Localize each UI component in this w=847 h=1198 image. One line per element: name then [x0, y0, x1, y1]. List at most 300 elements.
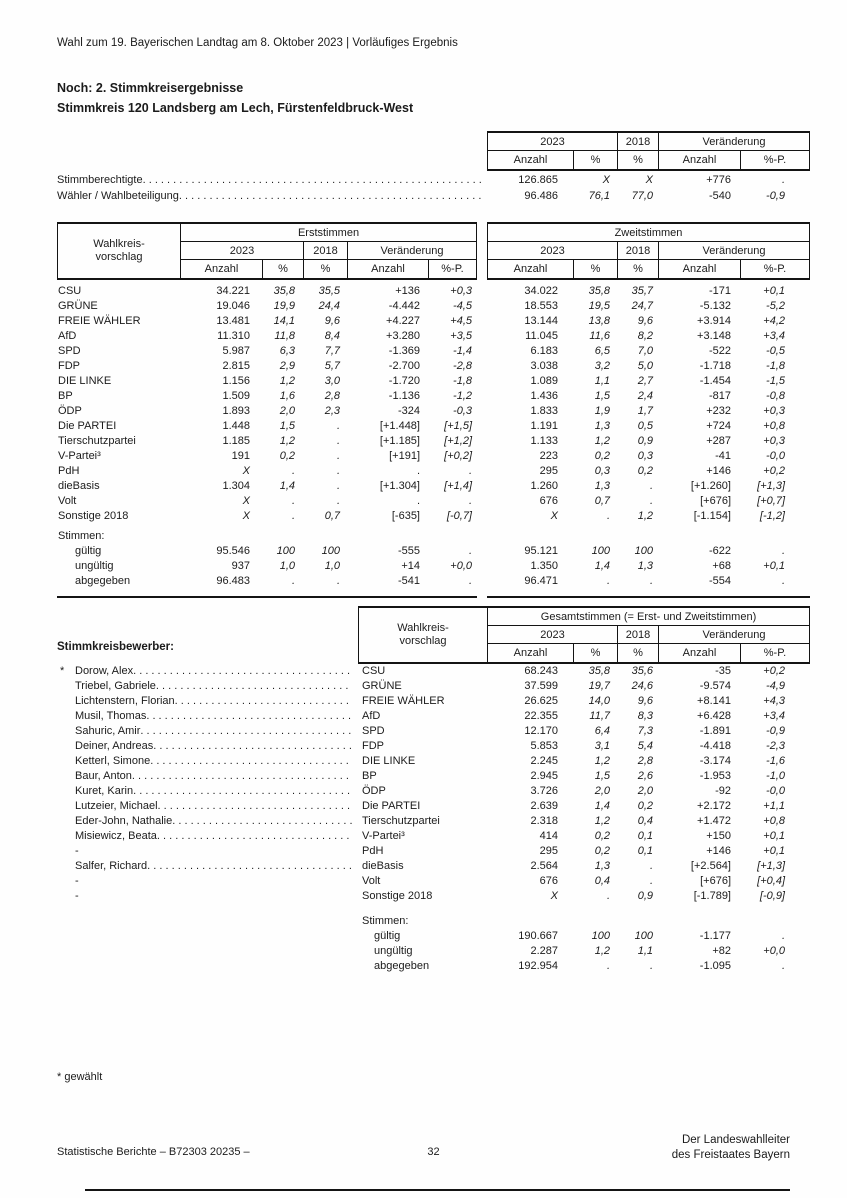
veraenderung-anzahl-cell: [+191] [389, 450, 420, 462]
summary-label [57, 172, 487, 188]
erststimmen-units-row [181, 260, 476, 278]
party-row [57, 419, 810, 434]
pct-2018-cell: 35,6 [631, 665, 653, 677]
veraenderung-pp-cell: -1,8 [453, 375, 472, 387]
elected-marker [57, 679, 75, 694]
col-pct: % [574, 644, 618, 662]
anzahl-2023-cell: X [242, 465, 250, 477]
party-row [57, 374, 810, 389]
stimmen-row [57, 944, 810, 959]
party-label: PdH [58, 465, 80, 477]
dot-leader [140, 724, 352, 739]
anzahl-2023-cell: 676 [539, 495, 558, 507]
anzahl-2023-cell: 96.486 [524, 190, 558, 202]
party-label: ÖDP [58, 405, 82, 417]
pct-2018-cell: 2,6 [637, 770, 653, 782]
col-pp: %-P. [763, 154, 787, 166]
elected-marker [57, 694, 75, 709]
veraenderung-pp-cell: +3,5 [450, 330, 472, 342]
anzahl-2023-cell: 937 [231, 560, 250, 572]
party-label: dieBasis [58, 480, 100, 492]
col-anzahl: Anzahl [488, 260, 574, 278]
veraenderung-pp-cell: -1,4 [453, 345, 472, 357]
party-row [57, 509, 810, 524]
veraenderung-anzahl-cell: -1.891 [699, 725, 731, 737]
pct-2023-cell: 0,2 [594, 845, 610, 857]
pct-2023-cell: 0,2 [594, 450, 610, 462]
pct-2018-cell: . [336, 480, 340, 492]
anzahl-2023-cell: 13.481 [216, 315, 250, 327]
anzahl-2023-cell: 1.509 [222, 390, 250, 402]
gesamtstimmen-years-row [488, 626, 809, 644]
summary-row [57, 172, 810, 188]
veraenderung-pp-cell: -1,2 [453, 390, 472, 402]
pct-2023-cell: 3,1 [594, 740, 610, 752]
anzahl-2023-cell: 2.945 [530, 770, 558, 782]
candidate-name [75, 814, 358, 829]
summary-row [57, 188, 810, 204]
veraenderung-pp-cell: -0,3 [453, 405, 472, 417]
pct-2018-cell: . [649, 875, 653, 887]
pct-2023-cell: 1,2 [594, 435, 610, 447]
candidate-row [57, 769, 810, 784]
candidate-row [57, 709, 810, 724]
anzahl-2023-cell: 126.865 [518, 174, 558, 186]
pct-2018-cell: 0,7 [324, 510, 340, 522]
column-gap [477, 404, 487, 419]
pct-2018-cell: 8,4 [324, 330, 340, 342]
veraenderung-anzahl-cell: +232 [706, 405, 731, 417]
party-row [57, 359, 810, 374]
veraenderung-anzahl-cell: +8.141 [697, 695, 731, 707]
candidate-name [75, 694, 358, 709]
pct-2018-cell: 7,0 [637, 345, 653, 357]
pct-2018-cell: 0,2 [637, 465, 653, 477]
veraenderung-anzahl-cell: -324 [397, 405, 420, 417]
col-veraenderung: Veränderung [702, 244, 766, 257]
veraenderung-pp-cell: [+0,4] [757, 875, 785, 887]
pct-2023-cell: 1,3 [594, 480, 610, 492]
anzahl-2023-cell: X [242, 510, 250, 522]
party-label: V-Partei³ [58, 450, 101, 462]
veraenderung-pp-cell: . [781, 545, 785, 557]
candidate-row [57, 859, 810, 874]
pct-2018-cell: . [336, 420, 340, 432]
stimmen-kind-label: gültig [75, 545, 102, 557]
party-label: Sonstige 2018 [362, 890, 433, 902]
pct-2018-cell: 9,6 [637, 315, 653, 327]
dot-leader [133, 784, 352, 799]
candidate-row [57, 829, 810, 844]
pct-2018-cell: 5,7 [324, 360, 340, 372]
dot-leader [153, 739, 352, 754]
anzahl-2023-cell: 1.350 [530, 560, 558, 572]
col-anzahl: Anzahl [659, 644, 741, 662]
pct-2018-cell: 0,3 [637, 450, 653, 462]
stimmen-kind-label: abgegeben [75, 575, 131, 587]
gesamtstimmen-title-row [488, 608, 809, 626]
col-anzahl: Anzahl [659, 151, 741, 169]
party-row [57, 344, 810, 359]
column-gap [477, 314, 487, 329]
pct-2023-cell: 1,9 [594, 405, 610, 417]
dot-leader [147, 859, 352, 874]
pct-2018-cell: 77,0 [631, 190, 653, 202]
elected-marker [57, 724, 75, 739]
pct-2023-cell: . [291, 510, 295, 522]
column-gap [477, 359, 487, 374]
elected-marker: * [60, 665, 65, 677]
candidate-name-text: Lutzeier, Michael [75, 800, 158, 812]
pct-2023-cell: 14,1 [273, 315, 295, 327]
column-gap [477, 389, 487, 404]
party-label: SPD [58, 345, 81, 357]
column-gap [477, 449, 487, 464]
veraenderung-anzahl-cell: -9.574 [699, 680, 731, 692]
page-title: Noch: 2. Stimmkreisergebnisse [57, 81, 244, 95]
col-pct: % [618, 260, 659, 278]
zweitstimmen-units-row [488, 260, 809, 278]
candidate-row [57, 754, 810, 769]
veraenderung-anzahl-cell: -817 [708, 390, 731, 402]
pct-2018-cell: 1,3 [637, 560, 653, 572]
veraenderung-anzahl-cell: [-1.154] [693, 510, 731, 522]
col-anzahl: Anzahl [488, 151, 574, 169]
anzahl-2023-cell: 295 [539, 845, 558, 857]
veraenderung-pp-cell: . [468, 545, 472, 557]
veraenderung-anzahl-cell: -622 [708, 545, 731, 557]
party-label: FDP [58, 360, 80, 372]
anzahl-2023-cell: 1.260 [530, 480, 558, 492]
pct-2018-cell: . [649, 495, 653, 507]
candidate-name [75, 679, 358, 694]
veraenderung-pp-cell: [+1,3] [757, 860, 785, 872]
candidate-row [57, 739, 810, 754]
wahlkreisvorschlag-line1: Wahlkreis- [397, 622, 449, 634]
candidate-name [75, 769, 358, 784]
candidate-name-text: - [75, 845, 79, 857]
pct-2018-cell: 3,0 [324, 375, 340, 387]
veraenderung-anzahl-cell: +150 [706, 830, 731, 842]
summary-header-row-years [488, 133, 809, 151]
party-row [57, 314, 810, 329]
pct-2018-cell: 2,0 [637, 785, 653, 797]
running-header: Wahl zum 19. Bayerischen Landtag am 8. Oktober 2023 | Vorläufiges Ergebnis [57, 37, 458, 49]
party-label: V-Partei³ [362, 830, 405, 842]
pct-2023-cell: 1,5 [594, 390, 610, 402]
footer-issuer [672, 1133, 790, 1163]
summary-label [57, 188, 487, 204]
pct-2018-cell: 100 [321, 545, 340, 557]
pct-2023-cell: 1,0 [279, 560, 295, 572]
candidate-name [75, 874, 358, 889]
anzahl-2023-cell: 1.833 [530, 405, 558, 417]
party-label: FDP [362, 740, 384, 752]
pct-2023-cell: . [291, 575, 295, 587]
pct-2018-cell: 0,1 [637, 830, 653, 842]
party-label: dieBasis [362, 860, 404, 872]
candidate-name-text: Misiewicz, Beata [75, 830, 157, 842]
pct-2018-cell: 1,2 [637, 510, 653, 522]
veraenderung-pp-cell: -0,5 [766, 345, 785, 357]
wahlkreisvorschlag-line1: Wahlkreis- [93, 238, 145, 250]
candidate-name [75, 829, 358, 844]
pct-2018-cell: . [336, 575, 340, 587]
veraenderung-pp-cell: +0,1 [763, 285, 785, 297]
erststimmen-title-row [181, 224, 476, 242]
party-label: Tierschutzpartei [362, 815, 440, 827]
veraenderung-anzahl-cell: +1.472 [697, 815, 731, 827]
veraenderung-anzahl-cell: -1.720 [388, 375, 420, 387]
col-anzahl: Anzahl [488, 644, 574, 662]
pct-2018-cell: X [645, 174, 653, 186]
veraenderung-pp-cell: +0,8 [763, 420, 785, 432]
veraenderung-pp-cell: -4,5 [453, 300, 472, 312]
wahlkreisvorschlag-line2: vorschlag [399, 635, 447, 647]
col-2018: 2018 [618, 626, 659, 643]
dot-leader [143, 172, 481, 188]
anzahl-2023-cell: 68.243 [524, 665, 558, 677]
pct-2023-cell: 1,1 [594, 375, 610, 387]
veraenderung-pp-cell: +0,2 [763, 465, 785, 477]
column-gap [477, 374, 487, 389]
veraenderung-anzahl-cell: +724 [706, 420, 731, 432]
col-pct: % [263, 260, 304, 278]
anzahl-2023-cell: 13.144 [524, 315, 558, 327]
party-label: PdH [362, 845, 384, 857]
pct-2018-cell: . [336, 450, 340, 462]
candidate-row [57, 694, 810, 709]
pct-2018-cell: . [336, 495, 340, 507]
pct-2023-cell: 2,9 [279, 360, 295, 372]
col-anzahl: Anzahl [659, 260, 741, 278]
candidate-name [75, 664, 358, 679]
pct-2018-cell: 2,7 [637, 375, 653, 387]
party-label: Volt [362, 875, 381, 887]
pct-2018-cell: 9,6 [324, 315, 340, 327]
stimmen-label-row [57, 529, 810, 544]
anzahl-2023-cell: 37.599 [524, 680, 558, 692]
pct-2023-cell: 1,3 [594, 860, 610, 872]
anzahl-2023-cell: 2.245 [530, 755, 558, 767]
veraenderung-pp-cell: . [468, 495, 472, 507]
page-number: 32 [427, 1146, 440, 1158]
candidate-row [57, 889, 810, 904]
pct-2023-cell: 13,8 [588, 315, 610, 327]
elected-marker [57, 889, 75, 904]
party-row [57, 464, 810, 479]
veraenderung-pp-cell: -1,8 [766, 360, 785, 372]
anzahl-2023-cell: 18.553 [524, 300, 558, 312]
spacer-cell [57, 914, 358, 929]
anzahl-2023-cell: 12.170 [524, 725, 558, 737]
party-label: Tierschutzpartei [58, 435, 136, 447]
column-gap [477, 434, 487, 449]
party-row [57, 449, 810, 464]
pct-2018-cell: 8,3 [637, 710, 653, 722]
candidate-name-text: Deiner, Andreas [75, 740, 154, 752]
anzahl-2023-cell: 223 [539, 450, 558, 462]
pct-2023-cell: 100 [591, 545, 610, 557]
veraenderung-anzahl-cell: -171 [708, 285, 731, 297]
pct-2023-cell: 76,1 [588, 190, 610, 202]
veraenderung-anzahl-cell: +4.227 [386, 315, 420, 327]
veraenderung-anzahl-cell: +3.914 [697, 315, 731, 327]
pct-2023-cell: 35,8 [588, 285, 610, 297]
pct-2018-cell: . [649, 960, 653, 972]
anzahl-2023-cell: 95.121 [524, 545, 558, 557]
page-bottom-rule [85, 1189, 790, 1191]
veraenderung-anzahl-cell: . [416, 495, 420, 507]
pct-2023-cell: 35,8 [588, 665, 610, 677]
anzahl-2023-cell: 414 [539, 830, 558, 842]
veraenderung-pp-cell: +0,3 [450, 285, 472, 297]
elected-marker [57, 709, 75, 724]
pct-2023-cell: 11,8 [274, 330, 295, 342]
veraenderung-pp-cell: -2,8 [453, 360, 472, 372]
anzahl-2023-cell: 1.893 [222, 405, 250, 417]
veraenderung-anzahl-cell: +3.148 [697, 330, 731, 342]
veraenderung-anzahl-cell: -554 [708, 575, 731, 587]
party-label: BP [58, 390, 73, 402]
party-label: AfD [58, 330, 77, 342]
spacer-cell [57, 959, 358, 974]
pct-2023-cell: 11,7 [589, 710, 610, 722]
veraenderung-anzahl-cell: +776 [706, 174, 731, 186]
pct-2018-cell: 35,5 [318, 285, 340, 297]
col-veraenderung: Veränderung [702, 628, 766, 641]
anzahl-2023-cell: 676 [539, 875, 558, 887]
candidate-name [75, 724, 358, 739]
veraenderung-anzahl-cell: +146 [706, 465, 731, 477]
pct-2018-cell: 35,7 [631, 285, 653, 297]
veraenderung-anzahl-cell: -1.953 [699, 770, 731, 782]
party-row [57, 404, 810, 419]
pct-2018-cell: 1,7 [637, 405, 653, 417]
dot-leader [132, 769, 352, 784]
pct-2018-cell: 2,8 [324, 390, 340, 402]
pct-2023-cell: 0,7 [594, 495, 610, 507]
veraenderung-anzahl-cell: [+676] [700, 875, 731, 887]
anzahl-2023-cell: 22.355 [524, 710, 558, 722]
veraenderung-pp-cell: -0,9 [766, 190, 785, 202]
anzahl-2023-cell: 34.022 [524, 285, 558, 297]
page-subtitle: Stimmkreis 120 Landsberg am Lech, Fürstenfeldbruck-West [57, 100, 414, 115]
dot-leader [172, 814, 352, 829]
pct-2018-cell: 5,4 [637, 740, 653, 752]
pct-2023-cell: 1,5 [594, 770, 610, 782]
veraenderung-anzahl-cell: [-635] [391, 510, 420, 522]
pct-2018-cell: 7,3 [637, 725, 653, 737]
col-pct: % [574, 260, 618, 278]
veraenderung-anzahl-cell: [+1.260] [690, 480, 731, 492]
pct-2023-cell: 1,6 [279, 390, 295, 402]
pct-2023-cell: X [602, 174, 610, 186]
veraenderung-anzahl-cell: -555 [397, 545, 420, 557]
candidate-name-text: Salfer, Richard [75, 860, 148, 872]
veraenderung-anzahl-cell: -1.454 [699, 375, 731, 387]
summary-label-text: Stimmberechtigte [57, 174, 143, 186]
pct-2018-cell: 0,2 [637, 800, 653, 812]
veraenderung-anzahl-cell: +6.428 [697, 710, 731, 722]
party-label: DIE LINKE [362, 755, 416, 767]
candidate-name-text: Dorow, Alex [75, 665, 134, 677]
dot-leader [150, 754, 352, 769]
candidate-row [57, 784, 810, 799]
pct-2023-cell: . [291, 465, 295, 477]
veraenderung-anzahl-cell: -4.442 [388, 300, 420, 312]
pct-2023-cell: 1,4 [279, 480, 295, 492]
veraenderung-pp-cell: -2,3 [766, 740, 785, 752]
veraenderung-pp-cell: . [781, 174, 785, 186]
pct-2018-cell: 2,4 [637, 390, 653, 402]
pct-2018-cell: 2,8 [637, 755, 653, 767]
anzahl-2023-cell: 2.815 [222, 360, 250, 372]
candidate-name [75, 844, 358, 859]
main-table-body [57, 284, 810, 589]
party-row [57, 434, 810, 449]
column-gap [477, 479, 487, 494]
pct-2018-cell: 2,3 [324, 405, 340, 417]
pct-2018-cell: 100 [634, 930, 653, 942]
veraenderung-pp-cell: +0,1 [763, 845, 785, 857]
pct-2023-cell: 0,2 [279, 450, 295, 462]
party-label: ÖDP [362, 785, 386, 797]
col-2023: 2023 [488, 133, 618, 150]
pct-2023-cell: 19,9 [273, 300, 295, 312]
footer-series: Statistische Berichte – B72303 20235 – [57, 1146, 250, 1158]
pct-2023-cell: 6,3 [279, 345, 295, 357]
candidate-row [57, 844, 810, 859]
veraenderung-anzahl-cell: [+1.185] [379, 435, 420, 447]
column-gap [477, 464, 487, 479]
anzahl-2023-cell: 1.185 [222, 435, 250, 447]
anzahl-2023-cell: 3.726 [530, 785, 558, 797]
dot-leader [156, 679, 352, 694]
veraenderung-anzahl-cell: -541 [397, 575, 420, 587]
pct-2018-cell: 7,7 [324, 345, 340, 357]
veraenderung-pp-cell: . [468, 575, 472, 587]
anzahl-2023-cell: 11.045 [525, 330, 558, 342]
party-row [57, 389, 810, 404]
veraenderung-pp-cell: +0,3 [763, 435, 785, 447]
candidate-name [75, 859, 358, 874]
col-veraenderung: Veränderung [380, 244, 444, 257]
pct-2018-cell: . [336, 465, 340, 477]
veraenderung-pp-cell: +3,4 [763, 710, 785, 722]
stimmen-kind-label: abgegeben [374, 960, 430, 972]
pct-2023-cell: 35,8 [273, 285, 295, 297]
party-label: FREIE WÄHLER [58, 315, 141, 327]
veraenderung-pp-cell: [-0,9] [759, 890, 785, 902]
anzahl-2023-cell: 2.287 [530, 945, 558, 957]
col-veraenderung: Veränderung [702, 135, 766, 148]
candidate-name [75, 784, 358, 799]
anzahl-2023-cell: 1.089 [530, 375, 558, 387]
stimmen-kind-label: ungültig [374, 945, 413, 957]
veraenderung-pp-cell: +0,1 [763, 560, 785, 572]
veraenderung-anzahl-cell: [+2.564] [690, 860, 731, 872]
pct-2023-cell: 3,2 [594, 360, 610, 372]
party-label: GRÜNE [58, 300, 98, 312]
anzahl-2023-cell: 2.639 [530, 800, 558, 812]
anzahl-2023-cell: 1.156 [222, 375, 250, 387]
erststimmen-header [180, 222, 477, 280]
dot-leader [179, 188, 481, 204]
party-label: DIE LINKE [58, 375, 112, 387]
wahlkreisvorschlag-header-2 [358, 606, 487, 664]
party-row [57, 329, 810, 344]
